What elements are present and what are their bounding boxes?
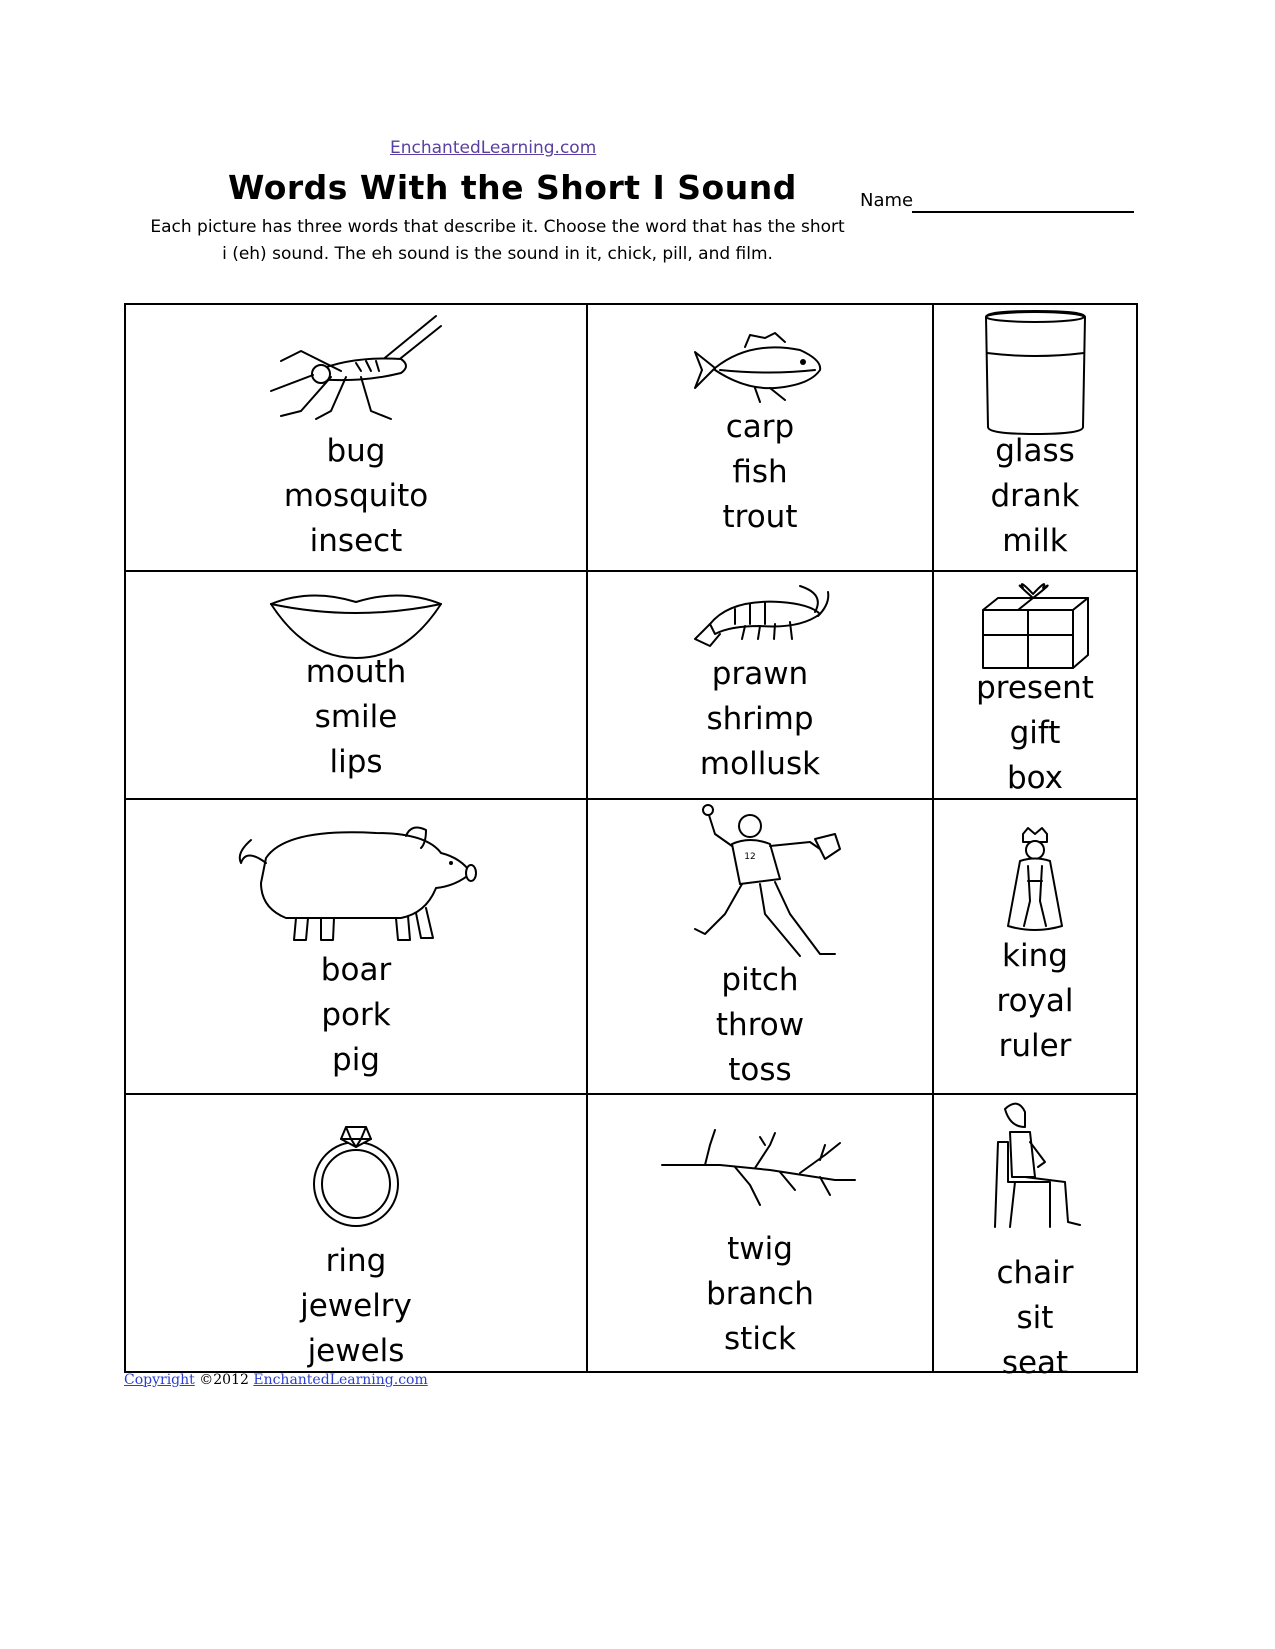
grid-cell — [587, 571, 933, 799]
name-blank-line — [912, 211, 1134, 213]
fish-icon — [588, 330, 932, 405]
footer-site-link[interactable]: EnchantedLearning.com — [253, 1372, 428, 1388]
word-option[interactable]: pitch — [721, 962, 799, 998]
jersey-number: 12 — [744, 852, 756, 862]
word-option[interactable]: present — [976, 670, 1094, 706]
grid-cell — [933, 799, 1137, 1094]
word-option[interactable]: branch — [706, 1276, 814, 1312]
word-option[interactable]: seat — [1001, 1345, 1069, 1381]
footer — [124, 1372, 428, 1388]
copyright-link[interactable]: Copyright — [124, 1372, 195, 1388]
gift-icon — [934, 580, 1136, 670]
word-option[interactable]: insect — [309, 523, 403, 559]
grid-cell — [587, 799, 933, 1094]
word-option[interactable]: sit — [1016, 1300, 1054, 1336]
grid-cell — [933, 304, 1137, 571]
grid-cell — [125, 571, 587, 799]
word-option[interactable]: royal — [996, 983, 1074, 1019]
baseball-pitcher-icon — [588, 804, 932, 964]
word-option[interactable]: trout — [722, 499, 798, 535]
grid-cell — [933, 571, 1137, 799]
worksheet-title: Words With the Short I Sound — [228, 168, 797, 207]
word-list — [588, 1227, 932, 1362]
word-option[interactable]: jewelry — [300, 1288, 412, 1324]
name-label: Name — [860, 190, 914, 211]
word-option[interactable]: milk — [1002, 523, 1068, 559]
word-option[interactable]: lips — [329, 744, 383, 780]
word-option[interactable]: drank — [990, 478, 1080, 514]
word-list — [588, 405, 932, 540]
word-option[interactable]: mouth — [305, 654, 407, 690]
word-option[interactable]: box — [1006, 760, 1064, 796]
shrimp-icon — [588, 584, 932, 654]
word-option[interactable]: stick — [724, 1321, 796, 1357]
word-option[interactable]: shrimp — [706, 701, 814, 737]
word-list — [934, 1251, 1136, 1386]
king-icon — [934, 826, 1136, 936]
word-option[interactable]: mollusk — [699, 746, 821, 782]
ring-icon — [126, 1109, 586, 1234]
word-option[interactable]: king — [1002, 938, 1068, 974]
word-list — [934, 429, 1136, 564]
word-option[interactable]: mosquito — [283, 478, 429, 514]
word-option[interactable]: prawn — [711, 656, 809, 692]
site-link[interactable]: EnchantedLearning.com — [390, 138, 597, 158]
word-option[interactable]: boar — [320, 952, 392, 988]
grid-cell — [125, 799, 587, 1094]
word-option[interactable]: chair — [996, 1255, 1074, 1291]
word-list — [126, 948, 586, 1083]
word-option[interactable]: bug — [326, 433, 386, 469]
word-option[interactable]: throw — [715, 1007, 805, 1043]
instructions: Each picture has three words that describe it. Choose the word that has the short i (eh) sound. The eh sound is the sound in it, chick, pill, and film. — [150, 217, 845, 264]
pig-icon — [126, 818, 586, 948]
word-option[interactable]: glass — [995, 433, 1075, 469]
twig-icon — [588, 1125, 932, 1215]
grid-cell — [587, 304, 933, 571]
word-list — [126, 429, 586, 564]
word-list — [126, 650, 586, 785]
word-option[interactable]: gift — [1009, 715, 1061, 751]
grid-cell — [125, 304, 587, 571]
word-option[interactable]: carp — [725, 409, 795, 445]
word-option[interactable]: toss — [728, 1052, 792, 1088]
word-list — [588, 652, 932, 787]
word-list — [588, 958, 932, 1093]
word-option[interactable]: twig — [727, 1231, 793, 1267]
seated-woman-icon — [934, 1097, 1136, 1232]
word-option[interactable]: jewels — [307, 1333, 405, 1369]
word-option[interactable]: ring — [325, 1243, 387, 1279]
grid-cell — [933, 1094, 1137, 1381]
word-list — [126, 1239, 586, 1374]
word-list — [934, 934, 1136, 1069]
glass-icon — [934, 309, 1136, 439]
grid-cell — [125, 1094, 587, 1372]
word-option[interactable]: fish — [732, 454, 788, 490]
copyright-year: ©2012 — [199, 1372, 249, 1388]
word-option[interactable]: pork — [321, 997, 391, 1033]
word-option[interactable]: ruler — [998, 1028, 1072, 1064]
word-list — [934, 666, 1136, 801]
word-option[interactable]: pig — [332, 1042, 380, 1078]
mosquito-icon — [126, 311, 586, 421]
word-option[interactable]: smile — [314, 699, 398, 735]
grid-cell — [587, 1094, 933, 1372]
